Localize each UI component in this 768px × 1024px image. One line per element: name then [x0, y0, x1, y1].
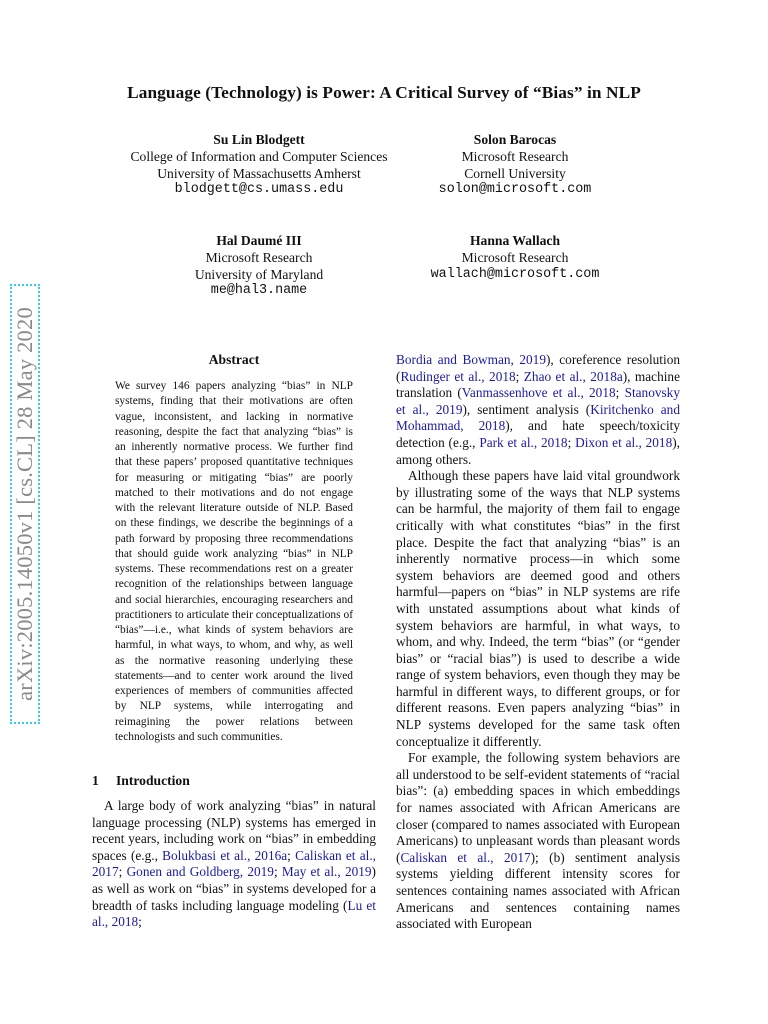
author-name: Hanna Wallach — [469, 233, 561, 248]
author-affiliation: University of Maryland — [194, 266, 324, 282]
body-text: ), among others. — [396, 434, 680, 467]
body-text: ), and hate speech/toxicity detection (e.g., — [396, 418, 680, 450]
intro-paragraph — [396, 750, 680, 933]
body-text: ; — [615, 385, 625, 401]
citation-link[interactable]: Rudinger et al., 2018 — [400, 368, 516, 384]
body-text: ; — [515, 368, 524, 384]
intro-column-left — [92, 798, 376, 931]
citation-link[interactable]: Vanmassenhove et al., 2018 — [461, 385, 616, 401]
body-text: ; — [287, 847, 296, 863]
author-affiliation: College of Information and Computer Sciences — [130, 148, 388, 164]
citation-link[interactable]: Park et al., 2018 — [479, 434, 568, 450]
body-text: ; — [138, 914, 142, 930]
intro-paragraph-continued — [396, 352, 680, 468]
citation-link[interactable]: Stanovsky et al., 2019 — [396, 385, 680, 417]
citation-link[interactable]: Lu et al., 2018 — [92, 897, 376, 930]
author-affiliation: Microsoft Research — [461, 249, 569, 265]
author-block — [395, 132, 635, 199]
intro-column-right — [396, 352, 680, 933]
author-email[interactable]: wallach@microsoft.com — [430, 266, 600, 282]
citation-link[interactable]: Kiritchenko and Mohammad, 2018 — [396, 401, 680, 434]
author-block — [395, 233, 635, 283]
author-name: Solon Barocas — [473, 132, 557, 147]
author-affiliation: Cornell University — [464, 165, 566, 181]
intro-paragraph: Although these papers have laid vital groundwork by illustrating some of the ways that NLP systems can be harmful, the majority of them fail to engage critically with what constitutes “bias” in the first place. Despite the fact that analyzing “bias” is an inherently normative process—in which some system behaviors are deemed good and others harmful—papers on “bias” in NLP systems are rife with unstated assumptions about what kinds of system behaviors are harmful, in what ways, to whom, and why. Indeed, the term “bias” (or “gender bias” or “racial bias”) is used to describe a wide range of system behaviors, even though they may be harmful in different ways, to different groups, or for different reasons. Even papers analyzing “bias” in NLP systems developed for the same task often conceptualize it differently. — [396, 468, 680, 749]
section-title: Introduction — [116, 773, 190, 788]
body-text: ; — [273, 864, 282, 880]
section-heading — [92, 773, 190, 789]
author-affiliation: University of Massachusetts Amherst — [157, 165, 361, 181]
citation-link[interactable]: Dixon et al., 2018 — [575, 434, 673, 450]
section-number: 1 — [92, 773, 99, 788]
author-block — [100, 132, 418, 199]
abstract-text: We survey 146 papers analyzing “bias” in NLP systems, finding that their motivations are often vague, inconsistent, and lacking in normative reasoning, despite the fact that analyzing “bias” is an inherently normative process. We further find that these papers’ proposed quantitative techniques for measuring or mitigating “bias” are poorly matched to their motivations and do not engage with the relevant literature outside of NLP. Based on these findings, we describe the beginnings of a path forward by proposing three recommendations that should guide work analyzing “bias” in NLP systems. These recommendations rest on a greater recognition of the relationships between language and social hierarchies, encouraging researchers and practitioners to articulate their conceptualizations of “bias”—i.e., what kinds of system behaviors are harmful, in what ways, to whom, and why, as well as the normative reasoning underlying these statements—and to center work around the lived experiences of members of communities affected by NLP systems, while interrogating and reimagining the power relations between technologists and such communities. — [115, 380, 353, 743]
body-text: ), machine translation ( — [396, 368, 680, 401]
author-affiliation: Microsoft Research — [461, 148, 569, 164]
author-email[interactable]: me@hal3.name — [210, 283, 308, 299]
author-name: Hal Daumé III — [216, 233, 302, 248]
author-affiliation: Microsoft Research — [205, 249, 313, 265]
body-text: ); (b) sentiment analysis systems yielding different intensity scores for sentences containing names associated with African Americans and sentences containing names associated with European — [396, 849, 680, 932]
body-text: For example, the following system behaviors are all understood to be self-evident statements of “racial bias”: (a) embedding spaces in which embeddings for names associated with African Americans are closer (compared to names associated with European Americans) to unpleasant words than pleasant words ( — [396, 750, 680, 865]
citation-link[interactable]: Bolukbasi et al., 2016a — [162, 847, 288, 863]
paper-title: Language (Technology) is Power: A Critical Survey of “Bias” in NLP — [127, 83, 641, 102]
citation-link[interactable]: May et al., 2019 — [281, 864, 372, 880]
author-name: Su Lin Blodgett — [213, 132, 305, 147]
intro-paragraph — [92, 798, 376, 931]
citation-link[interactable]: Caliskan et al., 2017 — [400, 849, 531, 865]
author-email[interactable]: solon@microsoft.com — [438, 182, 592, 198]
body-text: ), sentiment analysis ( — [462, 401, 591, 417]
body-text: ) as well as work on “bias” in systems developed for a breadth of tasks including language modeling ( — [92, 864, 376, 913]
author-block — [100, 233, 418, 300]
citation-link[interactable]: Bordia and Bowman, 2019 — [396, 352, 546, 367]
abstract-heading: Abstract — [208, 352, 260, 367]
citation-link[interactable]: Zhao et al., 2018a — [523, 368, 623, 384]
body-text: A large body of work analyzing “bias” in natural language processing (NLP) systems has emerged in recent years, including work on “bias” in embedding spaces (e.g., — [92, 798, 376, 863]
body-text: ; — [118, 864, 127, 880]
citation-link[interactable]: Caliskan et al., 2017 — [92, 847, 376, 880]
body-text: ), coreference resolution ( — [396, 352, 680, 384]
arxiv-stamp — [10, 284, 46, 724]
citation-link[interactable]: Gonen and Goldberg, 2019 — [126, 864, 274, 880]
arxiv-identifier[interactable]: arXiv:2005.14050v1 [cs.CL] 28 May 2020 — [12, 307, 37, 701]
author-email[interactable]: blodgett@cs.umass.edu — [174, 182, 344, 198]
body-text: ; — [567, 434, 576, 450]
